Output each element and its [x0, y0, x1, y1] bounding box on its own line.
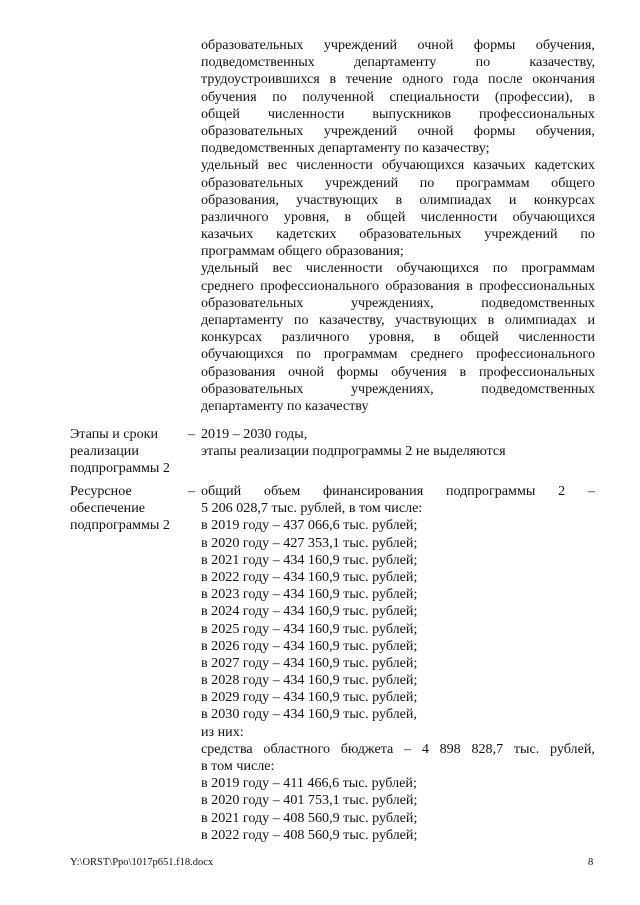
value-line: 5 206 028,7 тыс. рублей, в том числе:: [201, 500, 423, 517]
stages-label: [70, 426, 190, 478]
text-line: подведомственных департаменту по казачеству,: [201, 54, 595, 71]
value-line: в 2023 году – 434 160,9 тыс. рублей;: [201, 586, 418, 603]
text-line: удельный вес численности обучающихся казачьих кадетских: [201, 157, 595, 174]
value-line: в 2021 году – 434 160,9 тыс. рублей;: [201, 551, 418, 568]
label-line: обеспечение: [70, 500, 146, 517]
value-line: этапы реализации подпрограммы 2 не выделяются: [201, 443, 506, 460]
value-line: средства областного бюджета – 4 898 828,7 тыс. рублей,: [201, 740, 595, 757]
text-line: образовательных учреждениях, подведомственных: [201, 380, 595, 397]
text-line: обучающихся по программам среднего профессионального: [201, 346, 595, 363]
value-line: в 2020 году – 427 353,1 тыс. рублей;: [201, 534, 418, 551]
row-dash: –: [188, 483, 196, 499]
text-line: обучения по полученной специальности (профессии), в: [201, 88, 595, 105]
text-line: общей численности выпускников профессиональных: [201, 105, 595, 122]
text-line: образовательных учреждений очной формы обучения,: [201, 122, 595, 139]
text-line: образования очной формы обучения в профессиональных: [201, 363, 595, 380]
row-dash: –: [188, 426, 196, 442]
text-line: департаменту по казачеству: [201, 397, 369, 414]
text-line: подведомственных департаменту по казачеству;: [201, 140, 490, 157]
file-path-footer: Y:\ORST\Ppo\1017p651.f18.docx: [70, 857, 214, 868]
value-line: в 2019 году – 437 066,6 тыс. рублей;: [201, 517, 418, 534]
label-line: подпрограммы 2: [70, 517, 170, 534]
value-line: в 2026 году – 434 160,9 тыс. рублей;: [201, 637, 418, 654]
value-line: 2019 – 2030 годы,: [201, 426, 308, 442]
text-line: казачьих кадетских образовательных учреждений по: [201, 226, 595, 243]
text-line: образовательных учреждений очной формы обучения,: [201, 37, 595, 53]
value-line: в 2022 году – 408 560,9 тыс. рублей;: [201, 826, 418, 843]
value-line: в 2030 году – 434 160,9 тыс. рублей,: [201, 706, 417, 723]
text-line: образовательных учреждениях, подведомственных: [201, 294, 595, 311]
label-line: Этапы и сроки: [70, 426, 159, 442]
stages-value: [201, 426, 595, 460]
text-line: трудоустроившихся в течение одного года после окончания: [201, 71, 595, 88]
value-line: в том числе:: [201, 758, 275, 774]
text-line: конкурсах различного уровня, в общей численности: [201, 329, 595, 346]
value-line: в 2022 году – 434 160,9 тыс. рублей;: [201, 568, 418, 585]
page-number: 8: [588, 857, 594, 868]
resources-label: [70, 483, 190, 535]
text-line: департаменту по казачеству, участвующих в олимпиадах и: [201, 312, 595, 328]
value-line: в 2024 году – 434 160,9 тыс. рублей;: [201, 603, 418, 620]
text-line: среднего профессионального образования в профессиональных: [201, 277, 595, 294]
text-line: программам общего образования;: [201, 243, 404, 260]
value-line: общий объем финансирования подпрограммы 2 –: [201, 483, 595, 499]
text-line: различного уровня, в общей численности обучающихся: [201, 208, 595, 225]
value-line: в 2021 году – 408 560,9 тыс. рублей;: [201, 809, 418, 826]
value-line: в 2027 году – 434 160,9 тыс. рублей;: [201, 654, 418, 671]
resources-value: [201, 483, 595, 844]
label-line: Ресурсное: [70, 483, 132, 499]
indicator-text-block: [201, 37, 595, 415]
value-line: в 2025 году – 434 160,9 тыс. рублей;: [201, 620, 418, 637]
value-line: в 2029 году – 434 160,9 тыс. рублей;: [201, 689, 418, 706]
text-line: образования, участвующих в олимпиадах и конкурсах: [201, 191, 595, 208]
label-line: подпрограммы 2: [70, 460, 170, 477]
text-line: образовательных учреждений по программам общего: [201, 174, 595, 191]
label-line: реализации: [70, 443, 139, 460]
value-line: в 2020 году – 401 753,1 тыс. рублей;: [201, 792, 418, 809]
text-line: удельный вес численности обучающихся по программам: [201, 260, 595, 277]
value-line: в 2028 году – 434 160,9 тыс. рублей;: [201, 672, 418, 689]
value-line: в 2019 году – 411 466,6 тыс. рублей;: [201, 775, 417, 792]
value-line: из них:: [201, 723, 244, 740]
